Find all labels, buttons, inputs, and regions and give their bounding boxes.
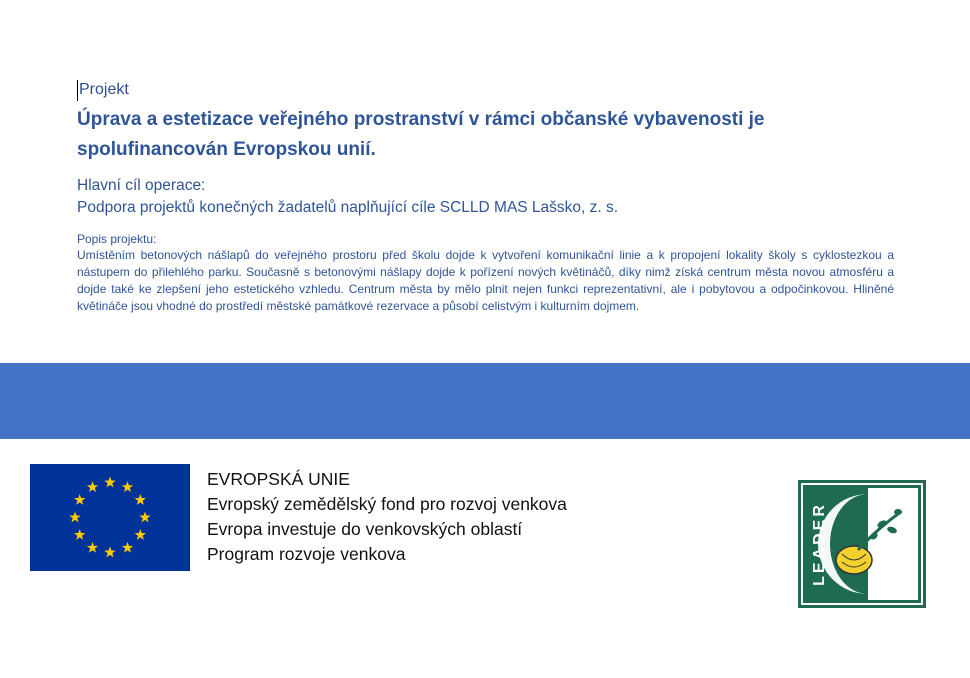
eu-line-2: Evropský zemědělský fond pro rozvoj venkova [207,494,567,514]
eu-line-1: EVROPSKÁ UNIE [207,469,350,489]
eu-star-icon [122,481,133,492]
description-text: Umístěním betonových nášlapů do veřejného prostoru před školu dojde k vytvoření komunikační linie a k propojení lokality školy s cyklostezkou a nástupem do přilehlého parku. Současně s betonovými nášlapy dojde k pořízení nových květináčů, díky nimž získá centrum města novou atmosféru a dojde také ke zlepšení jeho estetického vzhledu. Centrum města by mělo plnit nejen funkci reprezentativní, ale i pobytovou a odpočinkovou. Hliněné květináče jsou vhodné do prostředí městské památkové rezervace a působí celistvým i kulturním dojmem. [77,248,894,313]
eu-star-icon [74,529,85,540]
eu-star-icon [104,547,115,558]
blue-band [0,363,970,439]
goal-label: Hlavní cíl operace: [77,177,206,194]
eu-star-icon [135,529,146,540]
description-label: Popis projektu: [77,232,157,246]
eu-stars [30,464,190,571]
leader-logo [798,480,926,608]
eu-text-block [207,467,567,567]
project-title: Úprava a estetizace veřejného prostranství v rámci občanské vybavenosti je spolufinancován Evropskou unií. [77,109,765,160]
leader-logo-text: LEADER [811,502,828,586]
eu-star-icon [74,494,85,505]
eu-star-icon [122,542,133,553]
eu-line-4: Program rozvoje venkova [207,544,406,564]
leader-logo-icon [798,480,926,608]
eu-line-3: Evropa investuje do venkovských oblastí [207,519,523,539]
eu-flag-icon [30,464,190,571]
eu-star-icon [69,512,80,523]
eu-star-icon [135,494,146,505]
eu-star-icon [139,512,150,523]
goal-section [77,175,894,219]
project-label: Projekt [79,81,129,98]
eu-star-icon [87,542,98,553]
project-info [77,80,894,315]
eu-star-icon [104,477,115,488]
eu-star-icon [87,481,98,492]
goal-text: Podpora projektů konečných žadatelů naplňující cíle SCLLD MAS Lašsko, z. s. [77,199,619,216]
